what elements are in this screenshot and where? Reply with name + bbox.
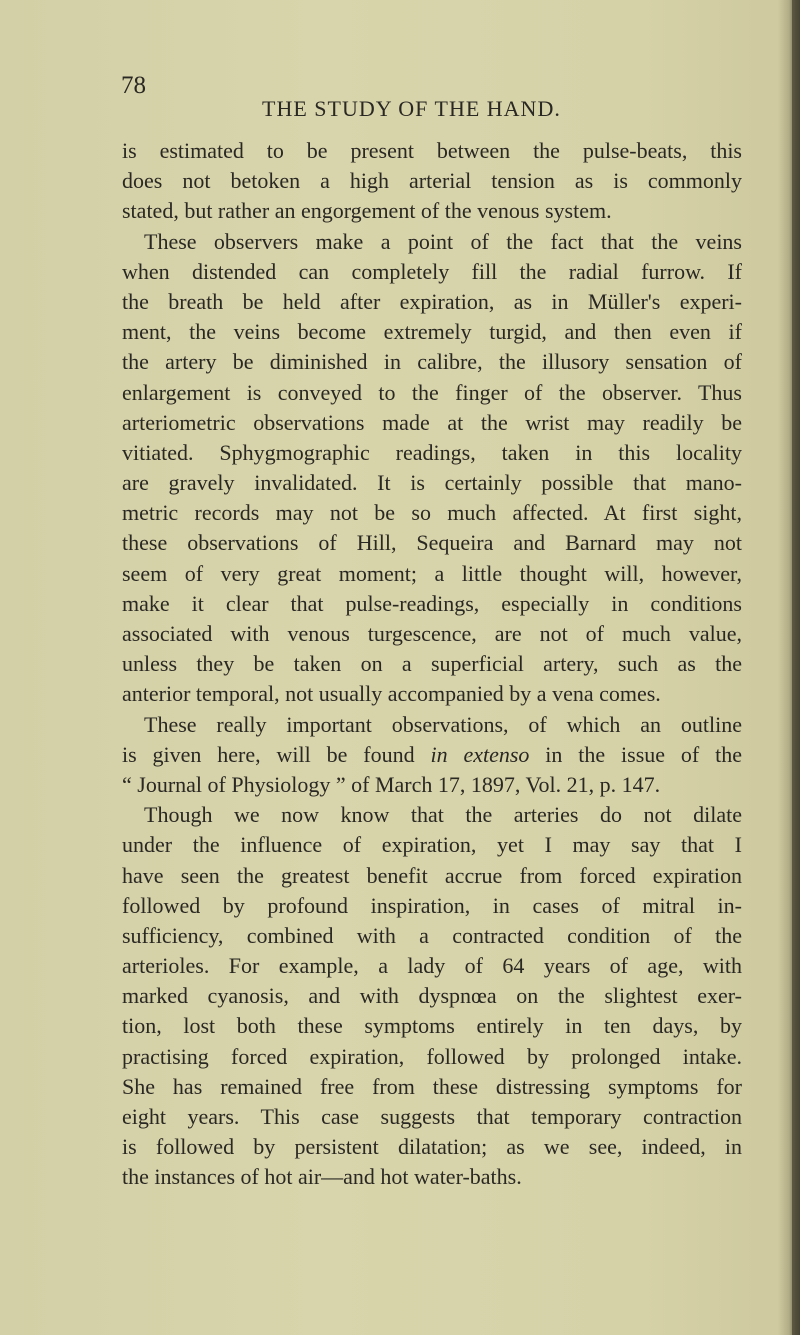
text-line: the artery be diminished in calibre, the illusory sensation of [122,349,742,375]
text-line: does not betoken a high arterial tension as is commonly [122,168,742,194]
text-line: is followed by persistent dilatation; as we see, indeed, in [122,1134,742,1160]
text-line: the breath be held after expiration, as in Müller's experi- [122,288,742,314]
text-line: under the influence of expiration, yet I may say that I [122,832,742,858]
text-line: These really important observations, of which an outline [144,711,742,737]
text-line: marked cyanosis, and with dyspnœa on the slightest exer- [122,983,742,1009]
text-line: She has remained free from these distressing symptoms for [122,1073,742,1099]
text-line: these observations of Hill, Sequeira and Barnard may not [122,530,742,556]
text-line: ment, the veins become extremely turgid, and then even if [122,319,742,345]
text-line: unless they be taken on a superficial artery, such as the [122,651,742,677]
text-line: eight years. This case suggests that temporary contraction [122,1104,742,1129]
text-line: sufficiency, combined with a contracted condition of the [122,922,742,948]
text-line: Though we now know that the arteries do not dilate [144,802,742,828]
text-line: tion, lost both these symptoms entirely in ten days, by [122,1013,742,1039]
text-line: the instances of hot air—and hot water-baths. [122,1164,522,1190]
text-segment: in the issue of the [529,741,742,767]
text-line: These observers make a point of the fact that the veins [144,228,742,254]
page-number: 78 [121,72,146,99]
text-line: practising forced expiration, followed by prolonged intake. [122,1043,742,1069]
text-line: seem of very great moment; a little thought will, however, [122,560,742,586]
text-line: is estimated to be present between the pulse-beats, this [122,138,742,163]
body-text [122,136,742,1193]
text-line: vitiated. Sphygmographic readings, taken in this locality [122,439,742,465]
text-line-with-italic [122,740,742,770]
text-line: anterior temporal, not usually accompanied by a vena comes. [122,681,661,707]
text-line: arteriometric observations made at the wrist may readily be [122,409,742,435]
text-line: “ Journal of Physiology ” of March 17, 1897, Vol. 21, p. 147. [122,771,661,797]
text-segment: is given here, will be found [122,741,431,767]
page-edge [792,0,800,1335]
italic-phrase: in extenso [430,741,530,767]
text-line: have seen the greatest benefit accrue from forced expiration [122,862,742,888]
running-head: THE STUDY OF THE HAND. [262,96,561,121]
text-line: arterioles. For example, a lady of 64 years of age, with [122,953,742,979]
text-line: associated with venous turgescence, are not of much value, [122,621,742,646]
text-line: make it clear that pulse-readings, especially in conditions [122,590,742,616]
text-line: metric records may not be so much affected. At first sight, [122,500,742,526]
text-line: stated, but rather an engorgement of the venous system. [122,198,612,224]
text-line: are gravely invalidated. It is certainly possible that mano- [122,470,742,496]
text-line: followed by profound inspiration, in cases of mitral in- [122,892,742,918]
text-line: when distended can completely fill the radial furrow. If [122,258,742,284]
text-line: enlargement is conveyed to the finger of the observer. Thus [122,379,742,405]
